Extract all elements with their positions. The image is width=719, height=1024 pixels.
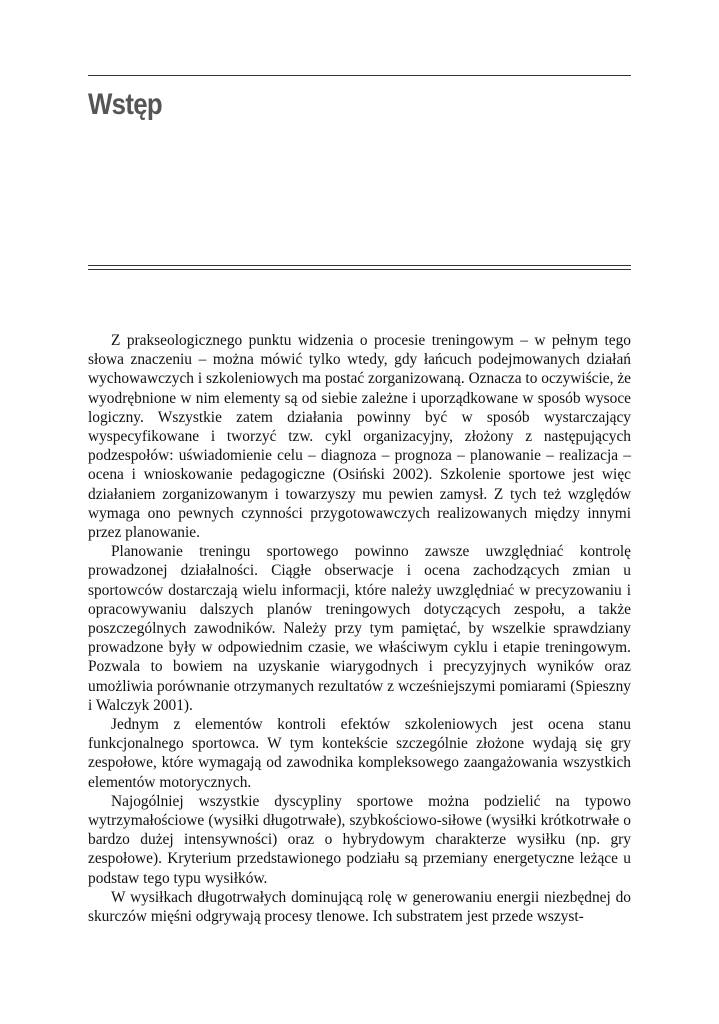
- paragraph: Planowanie treningu sportowego powinno zawsze uwzględniać kontrolę prowadzonej działalności. Ciągłe obserwacje i ocena zachodzących zmian u sportowców dostarczają wielu informacji, które należy uwzględniać w precyzowaniu i opracowywaniu dalszych planów treningowych dotyczących zespołu, a także poszczególnych zawodników. Należy przy tym pamiętać, by wszelkie sprawdziany prowadzone były w odpowiednim czasie, we właściwym cyklu i etapie treningowym. Pozwala to bowiem na uzyskanie wiarygodnych i precyzyjnych wyników oraz umożliwia porównanie otrzymanych rezultatów z wcześniejszymi pomiarami (Spieszny i Walczyk 2001).: [88, 543, 631, 714]
- body-text: [88, 331, 631, 926]
- paragraph: W wysiłkach długotrwałych dominującą rolę w generowaniu energii niezbędnej do skurczów mięśni odgrywają procesy tlenowe. Ich substratem jest przede wszyst-: [88, 888, 631, 926]
- chapter-heading: Wstęp: [88, 88, 162, 121]
- paragraph: Z prakseologicznego punktu widzenia o procesie treningowym – w pełnym tego słowa znaczeniu – można mówić tylko wtedy, gdy łańcuch podejmowanych działań wychowawczych i szkoleniowych ma postać zorganizowaną. Oznacza to oczywiście, że wyodrębnione w nim elementy są od siebie zależne i uporządkowane w sposób wysoce logiczny. Wszystkie zatem działania powinny być w sposób wystarczający wyspecyfikowane i tworzyć tzw. cykl organizacyjny, złożony z następujących podzespołów: uświadomienie celu – diagnoza – prognoza – planowanie – realizacja – ocena i wnioskowanie pedagogiczne (Osiński 2002). Szkolenie sportowe jest więc działaniem zorganizowanym i towarzyszy mu pewien zamysł. Z tych też względów wymaga ono pewnych czynności przygotowawczych realizowanych między innymi przez planowanie.: [88, 332, 631, 542]
- top-rule: [88, 75, 631, 76]
- paragraph: Jednym z elementów kontroli efektów szkoleniowych jest ocena stanu funkcjonalnego sportowca. W tym kontekście szczególnie złożone wydają się gry zespołowe, które wymagają od zawodnika kompleksowego zaangażowania wszystkich elementów motorycznych.: [88, 716, 631, 791]
- double-rule-divider: [88, 265, 631, 270]
- paragraph: Najogólniej wszystkie dyscypliny sportowe można podzielić na typowo wytrzymałościowe (wysiłki długotrwałe), szybkościowo-siłowe (wysiłki krótkotrwałe o bardzo dużej intensywności) oraz o hybrydowym charakterze wysiłku (np. gry zespołowe). Kryterium przedstawionego podziału są przemiany energetyczne leżące u podstaw tego typu wysiłków.: [88, 792, 631, 887]
